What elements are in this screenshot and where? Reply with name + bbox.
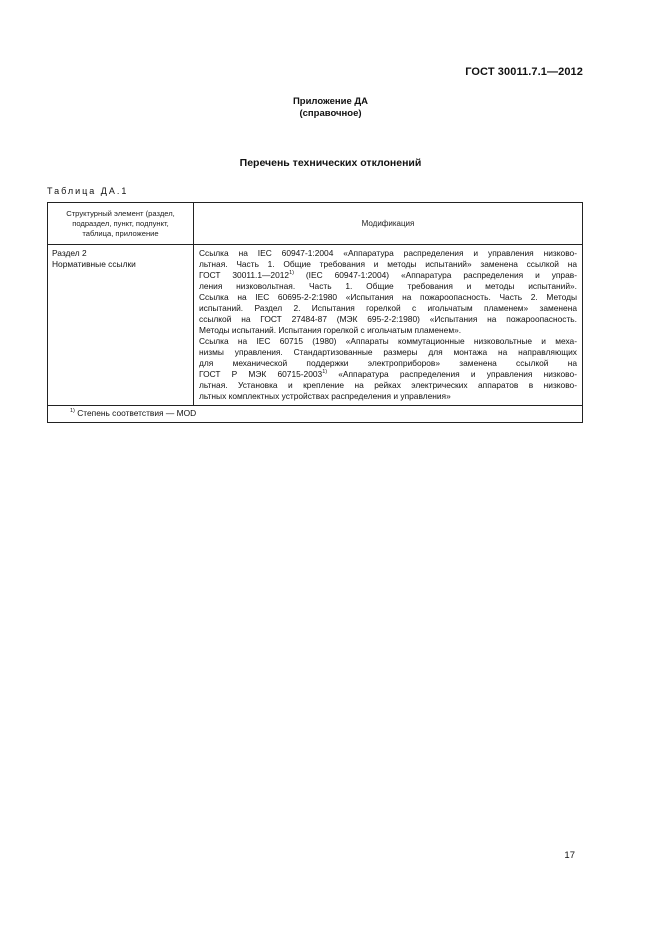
modification-cell (194, 245, 583, 406)
table-label: Таблица ДА.1 (47, 186, 129, 196)
footnote-ref: 1) (289, 270, 294, 277)
modification-line: Методы испытаний. Испытания горелкой с игольчатым пламенем». (199, 325, 462, 335)
section-line: Раздел 2 (52, 248, 87, 258)
modification-line: ГОСТ 30011.1—2012$^{1)}$ (IEC 60947-1:2004) «Аппаратура распределения и управ- (199, 270, 577, 280)
appendix-title: Приложение ДА (292, 96, 369, 107)
modification-line: испытаний. Раздел 2. Испытания горелкой с игольчатым пламенем» заменена (199, 303, 577, 313)
page-number: 17 (564, 850, 575, 861)
table-row (48, 245, 583, 406)
list-title: Перечень технических отклонений (239, 157, 422, 169)
footnote-mark: 1) (70, 408, 75, 415)
footnote-ref: 1) (322, 369, 328, 376)
header-modification: Модификация (194, 203, 583, 245)
section-line: Нормативные ссылки (52, 259, 136, 269)
header-structural-element (48, 203, 194, 245)
modification-line: льтных комплектных устройствах распределения и управления» (199, 391, 451, 401)
modification-line: низмы управления. Стандартизованные размеры для монтажа на направляющих (199, 347, 577, 357)
modification-line: льтная. Часть 1. Общие требования и методы испытаний» заменена ссылкой на (199, 259, 577, 269)
header-col1-line: таблица, приложение (82, 228, 159, 238)
document-code: ГОСТ 30011.7.1—2012 (465, 66, 583, 78)
table-header-row (48, 203, 583, 245)
footnote (48, 406, 583, 423)
modification-line: для механической поддержки электроприборов» заменена ссылкой на (199, 358, 577, 368)
footnote-row (48, 406, 583, 423)
header-col1-line: Структурный элемент (раздел, (66, 208, 175, 218)
modification-line: Ссылка на IEC 60695-2-2:1980 «Испытания на пожароопасность. Часть 2. Методы (199, 292, 577, 302)
header-col1-line: подраздел, пункт, подпункт, (72, 218, 169, 228)
footnote-text: Степень соответствия — MOD (74, 408, 197, 418)
section-cell (48, 245, 194, 406)
modification-line: льтная. Установка и крепление на рейках электрических аппаратов в низково- (199, 380, 577, 390)
deviations-table (47, 202, 583, 423)
modification-line: ления низковольтная. Часть 1. Общие требования и методы испытаний». (199, 281, 577, 291)
modification-line: ссылкой на ГОСТ 27484-87 (МЭК 695-2-2:1980) «Испытания на пожароопасность. (199, 314, 577, 324)
modification-line: ГОСТ Р МЭК 60715-2003$^{1)}$ «Аппаратура распределения и управления низково- (199, 369, 577, 379)
modification-line: Ссылка на IEC 60715 (1980) «Аппараты коммутационные низковольтные и меха- (199, 336, 577, 346)
modification-line: Ссылка на IEC 60947-1:2004 «Аппаратура распределения и управления низково- (199, 248, 577, 258)
appendix-subtitle: (справочное) (299, 108, 362, 119)
